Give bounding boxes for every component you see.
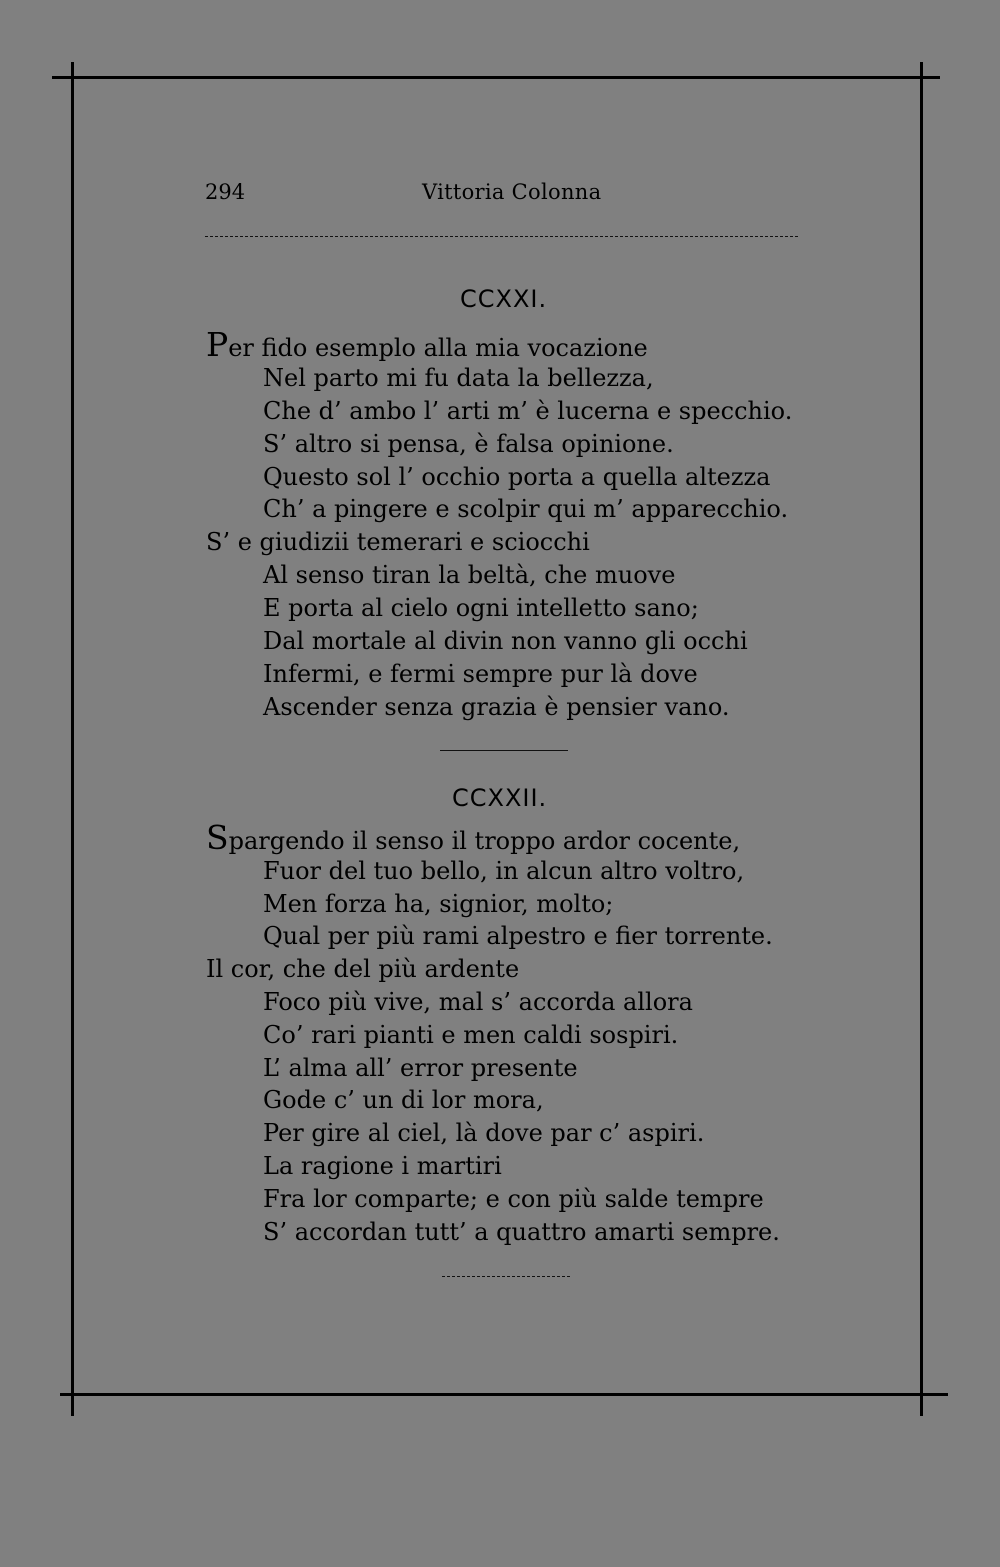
frame-left-rule xyxy=(71,62,74,1416)
poem-line: Che d’ ambo l’ arti m’ è lucerna e specchio. xyxy=(263,396,793,425)
poem-line: Questo sol l’ occhio porta a quella altezza xyxy=(263,462,771,491)
header-rule xyxy=(205,236,798,237)
running-title: Vittoria Colonna xyxy=(422,180,602,204)
poem-line: Foco più vive, mal s’ accorda allora xyxy=(263,987,693,1016)
poem-line: Al senso tiran la beltà, che muove xyxy=(263,561,676,590)
section-divider xyxy=(442,1276,570,1277)
section-divider xyxy=(440,750,568,751)
page-number: 294 xyxy=(205,180,246,204)
poem-title: CCXXII. xyxy=(452,784,548,812)
poem-stanza xyxy=(206,818,780,1248)
poem-line: Gode c’ un di lor mora, xyxy=(263,1086,544,1115)
poem-line: S’ e giudizii temerari e sciocchi xyxy=(206,528,590,557)
poem-line: Spargendo il senso il troppo ardor cocente, xyxy=(206,818,741,857)
poem-line: Ascender senza grazia è pensier vano. xyxy=(263,692,730,721)
poem-line: Co’ rari pianti e men caldi sospiri. xyxy=(263,1020,679,1049)
frame-right-rule xyxy=(920,62,923,1416)
poem-line: Nel parto mi fu data la bellezza, xyxy=(263,363,654,392)
frame-top-rule xyxy=(52,76,940,79)
frame-bottom-rule xyxy=(60,1393,948,1396)
poem-line: L’ alma all’ error presente xyxy=(263,1053,578,1082)
poem-line: Infermi, e fermi sempre pur là dove xyxy=(263,659,698,688)
poem-line: Per gire al ciel, là dove par c’ aspiri. xyxy=(263,1119,705,1148)
drop-cap: S xyxy=(206,818,229,857)
poem-line: Dal mortale al divin non vanno gli occhi xyxy=(263,627,748,656)
poem-title: CCXXI. xyxy=(460,285,548,313)
poem-line: La ragione i martiri xyxy=(263,1151,502,1180)
poem-line: Fuor del tuo bello, in alcun altro voltro, xyxy=(263,856,745,885)
poem-line: Qual per più rami alpestro e fier torrente. xyxy=(263,922,773,951)
poem-line: Fra lor comparte; e con più salde tempre xyxy=(263,1184,764,1213)
poem-line: Per fido esemplo alla mia vocazione xyxy=(206,325,648,364)
poem-line: S’ accordan tutt’ a quattro amarti sempre. xyxy=(263,1217,780,1246)
poem-line: Il cor, che del più ardente xyxy=(206,955,520,984)
poem-line: E porta al cielo ogni intelletto sano; xyxy=(263,594,699,623)
poem-line: S’ altro si pensa, è falsa opinione. xyxy=(263,429,674,458)
poem-line: Men forza ha, signior, molto; xyxy=(263,889,614,918)
poem-stanza xyxy=(206,325,793,724)
drop-cap: P xyxy=(206,325,229,364)
poem-line: Ch’ a pingere e scolpir qui m’ apparecchio. xyxy=(263,495,789,524)
